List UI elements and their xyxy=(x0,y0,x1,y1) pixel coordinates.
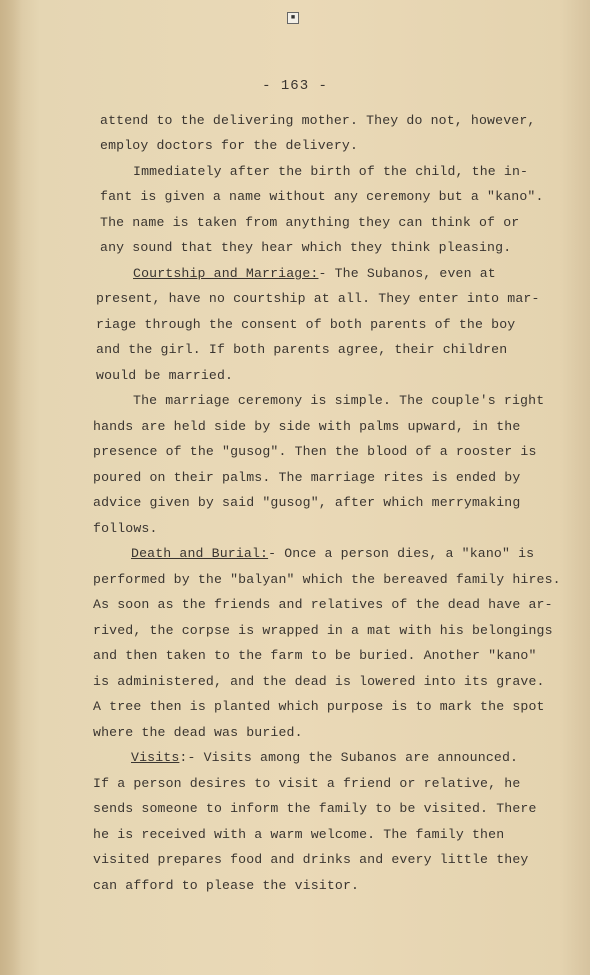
line-text: any sound that they hear which they think pleasing. xyxy=(100,240,512,255)
text-line xyxy=(96,342,507,357)
page-number: - 163 - xyxy=(262,78,328,94)
line-text: If a person desires to visit a friend or relative, he xyxy=(93,776,521,791)
text-line xyxy=(93,597,553,612)
text-line xyxy=(93,648,537,663)
line-text: :- Visits among the Subanos are announced. xyxy=(179,750,519,765)
text-line xyxy=(100,138,358,153)
line-text: advice given by said "gusog", after which merrymaking xyxy=(93,495,521,510)
text-line xyxy=(93,419,520,434)
text-line xyxy=(133,266,496,281)
text-line xyxy=(131,750,518,765)
text-line xyxy=(93,827,504,842)
line-text: is administered, and the dead is lowered into its grave. xyxy=(93,674,545,689)
section-heading: Courtship and Marriage: xyxy=(133,266,319,281)
line-text: sends someone to inform the family to be visited. There xyxy=(93,801,537,816)
line-text: As soon as the friends and relatives of the dead have ar- xyxy=(93,597,553,612)
line-text: Immediately after the birth of the child, the in- xyxy=(133,164,529,179)
line-text: The marriage ceremony is simple. The couple's right xyxy=(133,393,545,408)
line-text: and the girl. If both parents agree, their children xyxy=(96,342,508,357)
line-text: rived, the corpse is wrapped in a mat with his belongings xyxy=(93,623,553,638)
text-line xyxy=(133,393,544,408)
clip-mark-icon: ■ xyxy=(287,12,299,24)
line-text: poured on their palms. The marriage rites is ended by xyxy=(93,470,521,485)
line-text: hands are held side by side with palms upward, in the xyxy=(93,419,521,434)
text-line xyxy=(100,113,535,128)
line-text: follows. xyxy=(93,521,158,536)
text-line xyxy=(96,368,233,383)
line-text: would be married. xyxy=(96,368,234,383)
text-line xyxy=(93,572,561,587)
line-text: he is received with a warm welcome. The family then xyxy=(93,827,505,842)
text-line xyxy=(133,164,528,179)
text-line xyxy=(93,725,303,740)
line-text: fant is given a name without any ceremony but a "kano". xyxy=(100,189,544,204)
text-line xyxy=(100,189,544,204)
text-line xyxy=(96,317,515,332)
line-text: A tree then is planted which purpose is to mark the spot xyxy=(93,699,545,714)
line-text: employ doctors for the delivery. xyxy=(100,138,359,153)
page-binding-shadow xyxy=(0,0,22,975)
text-line xyxy=(93,495,520,510)
text-line xyxy=(131,546,534,561)
text-line xyxy=(93,852,528,867)
line-text: riage through the consent of both parents of the boy xyxy=(96,317,516,332)
line-text: and then taken to the farm to be buried. Another "kano" xyxy=(93,648,537,663)
line-text: present, have no courtship at all. They enter into mar- xyxy=(96,291,540,306)
text-line xyxy=(93,878,359,893)
line-text: visited prepares food and drinks and every little they xyxy=(93,852,529,867)
text-line xyxy=(93,699,545,714)
text-line xyxy=(100,215,519,230)
line-text: can afford to please the visitor. xyxy=(93,878,360,893)
line-text: where the dead was buried. xyxy=(93,725,303,740)
section-heading: Visits xyxy=(131,750,180,765)
section-heading: Death and Burial: xyxy=(131,546,269,561)
line-text: - The Subanos, even at xyxy=(318,266,496,281)
text-line xyxy=(93,444,537,459)
text-line xyxy=(93,776,520,791)
text-line xyxy=(96,291,540,306)
line-text: The name is taken from anything they can think of or xyxy=(100,215,520,230)
line-text: presence of the "gusog". Then the blood of a rooster is xyxy=(93,444,537,459)
text-line xyxy=(93,470,520,485)
line-text: - Once a person dies, a "kano" is xyxy=(268,546,535,561)
text-line xyxy=(100,240,511,255)
text-line xyxy=(93,521,158,536)
text-line xyxy=(93,801,537,816)
line-text: performed by the "balyan" which the bereaved family hires. xyxy=(93,572,561,587)
line-text: attend to the delivering mother. They do not, however, xyxy=(100,113,536,128)
text-line xyxy=(93,674,545,689)
text-line xyxy=(93,623,553,638)
